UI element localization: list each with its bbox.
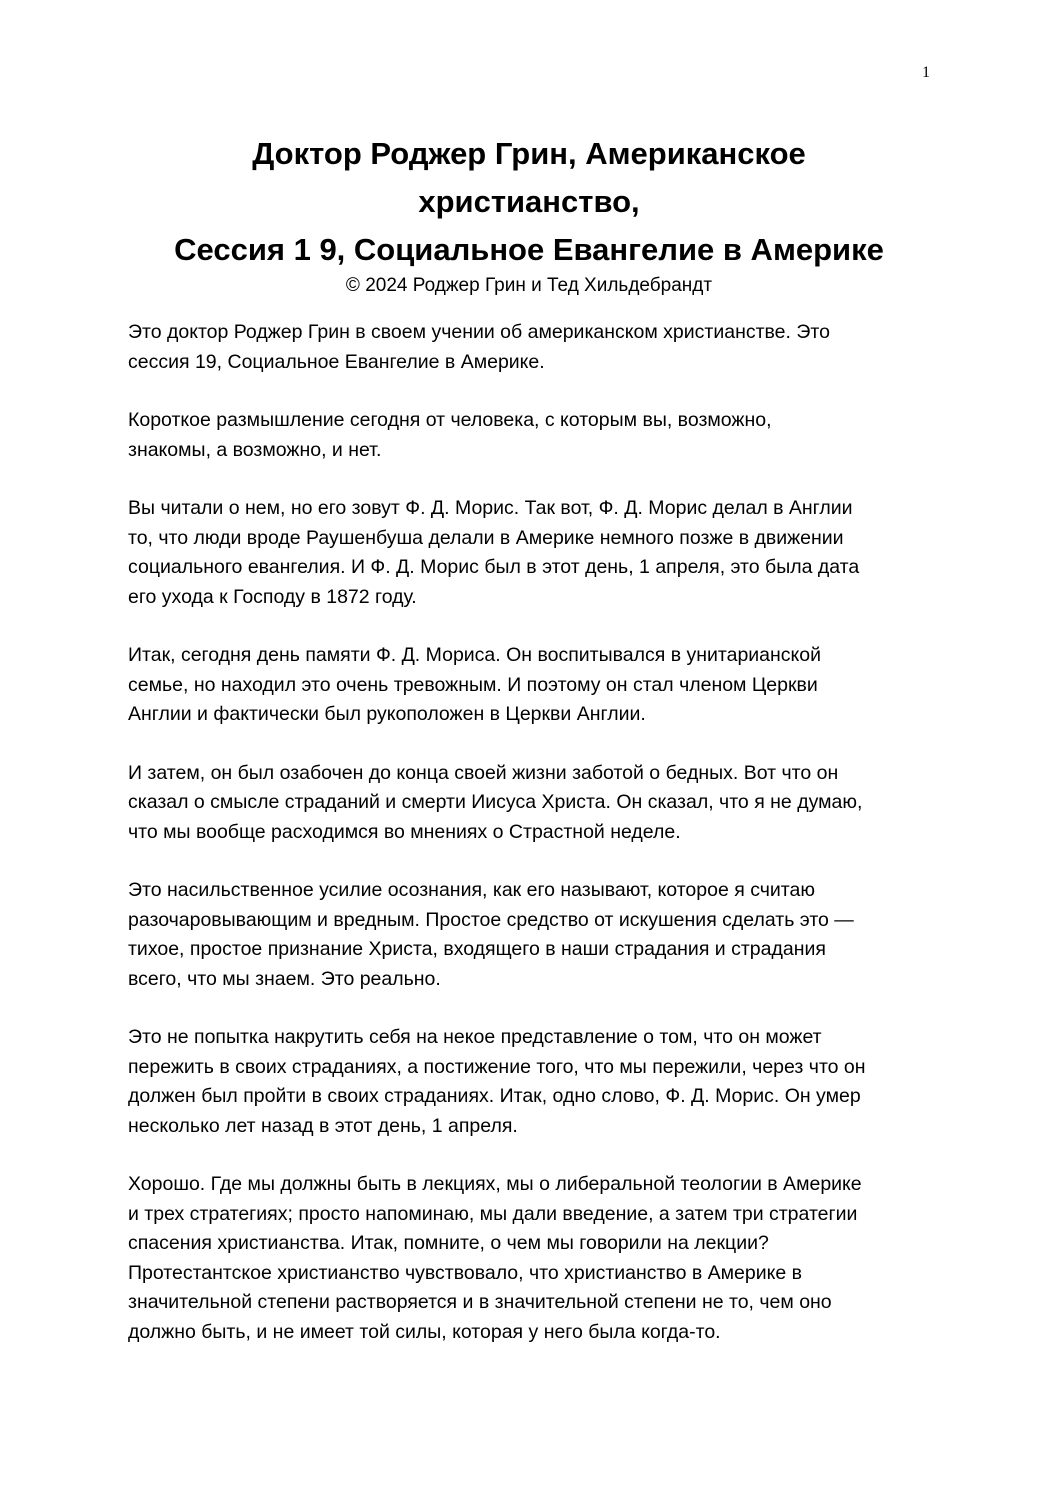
paragraph (128, 494, 948, 612)
paragraph (128, 406, 948, 465)
text-line: спасения христианства. Итак, помните, о чем мы говорили на лекции? (128, 1232, 769, 1254)
text-line: Итак, сегодня день памяти Ф. Д. Мориса. Он воспитывался в унитарианской (128, 644, 822, 666)
title-block (100, 130, 958, 298)
paragraph (128, 759, 948, 848)
text-line: и трех стратегиях; просто напоминаю, мы дали введение, а затем три стратегии (128, 1202, 858, 1225)
text-line: И затем, он был озабочен до конца своей жизни заботой о бедных. Вот что он (128, 761, 839, 784)
text-line: социального евангелия. И Ф. Д. Морис был в этот день, 1 апреля, это была дата (128, 556, 860, 578)
text-line: Хорошо. Где мы должны быть в лекциях, мы о либеральной теологии в Америке (128, 1173, 862, 1195)
text-line: что мы вообще расходимся во мнениях о Страстной неделе. (128, 820, 681, 843)
text-line: Короткое размышление сегодня от человека, с которым вы, возможно, (128, 409, 772, 431)
text-line: всего, что мы знаем. Это реально. (128, 967, 441, 990)
text-line: Это доктор Роджер Грин в своем учении об американском христианстве. Это (128, 321, 830, 343)
paragraph (128, 318, 948, 377)
text-line: пережить в своих страданиях, а постижение того, что мы пережили, через что он (128, 1055, 866, 1078)
text-line: разочаровывающим и вредным. Простое средство от искушения сделать это — (128, 908, 854, 931)
title-line: Сессия 1 9, Социальное Евангелие в Америке (174, 232, 884, 267)
paragraph (128, 641, 948, 730)
text-line: несколько лет назад в этот день, 1 апреля. (128, 1114, 518, 1137)
text-line: семье, но находил это очень тревожным. И поэтому он стал членом Церкви (128, 673, 818, 696)
paragraph (128, 1170, 948, 1347)
paragraph (128, 1023, 948, 1141)
page-number: 1 (922, 64, 930, 81)
text-line: то, что люди вроде Раушенбуша делали в Америке немного позже в движении (128, 526, 844, 549)
text-line: Протестантское христианство чувствовало, что христианство в Америке в (128, 1261, 803, 1284)
text-line: Это насильственное усилие осознания, как его называют, которое я считаю (128, 879, 815, 901)
paragraph (128, 876, 948, 994)
text-line: должно быть, и не имеет той силы, которая у него была когда-то. (128, 1320, 721, 1343)
text-line: сессия 19, Социальное Евангелие в Америке. (128, 350, 545, 373)
copyright-line: © 2024 Роджер Грин и Тед Хильдебрандт (345, 275, 713, 296)
document-body (128, 318, 948, 1376)
text-line: значительной степени растворяется и в значительной степени не то, чем оно (128, 1291, 832, 1313)
text-line: знакомы, а возможно, и нет. (128, 438, 382, 461)
title-line: христианство, (418, 184, 640, 219)
text-line: должен был пройти в своих страданиях. Итак, одно слово, Ф. Д. Морис. Он умер (128, 1085, 861, 1107)
text-line: тихое, простое признание Христа, входящего в наши страдания и страдания (128, 938, 826, 960)
title-line: Доктор Роджер Грин, Американское (252, 136, 806, 171)
text-line: сказал о смысле страданий и смерти Иисуса Христа. Он сказал, что я не думаю, (128, 791, 863, 813)
text-line: его ухода к Господу в 1872 году. (128, 585, 417, 608)
text-line: Англии и фактически был рукоположен в Церкви Англии. (128, 703, 646, 725)
text-line: Это не попытка накрутить себя на некое представление о том, что он может (128, 1026, 822, 1048)
text-line: Вы читали о нем, но его зовут Ф. Д. Морис. Так вот, Ф. Д. Морис делал в Англии (128, 497, 853, 519)
